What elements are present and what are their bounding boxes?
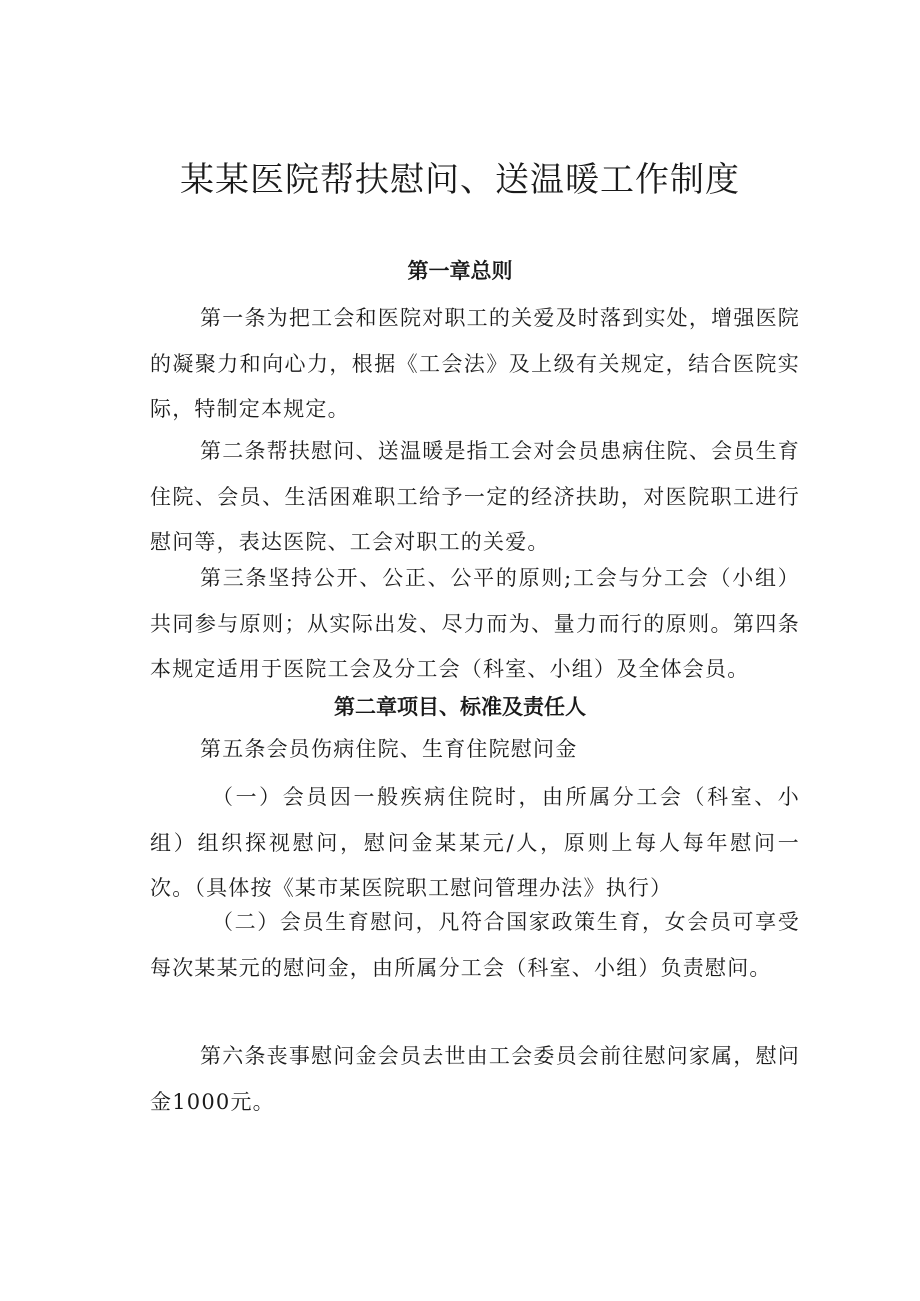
article-5-paragraph: 第五条会员伤病住院、生育住院慰问金 (200, 737, 578, 761)
article-3-4-paragraph: 第三条坚持公开、公正、公平的原则;工会与分工会（小组）共同参与原则；从实际出发、尽力而为、量力而行的原则。第四条本规定适用于医院工会及分工会（科室、小组）及全体会员。 (150, 566, 800, 681)
document-title: 某某医院帮扶慰问、送温暖工作制度 (180, 160, 740, 200)
article-1-paragraph: 第一条为把工会和医院对职工的关爱及时落到实处，增强医院的凝聚力和向心力，根据《工会法》及上级有关规定，结合医院实际，特制定本规定。 (150, 306, 800, 421)
article-5-item-1: （一）会员因一般疾病住院时，由所属分工会（科室、小组）组织探视慰问，慰问金某某元/人，原则上每人每年慰问一次。（具体按《某市某医院职工慰问管理办法》执行） (150, 785, 800, 900)
chapter-heading-2: 第二章项目、标准及责任人 (334, 695, 586, 719)
article-2-paragraph: 第二条帮扶慰问、送温暖是指工会对会员患病住院、会员生育住院、会员、生活困难职工给予一定的经济扶助，对医院职工进行慰问等，表达医院、工会对职工的关爱。 (150, 439, 800, 554)
article-5-item-2: （二）会员生育慰问，凡符合国家政策生育，女会员可享受每次某某元的慰问金，由所属分工会（科室、小组）负责慰问。 (150, 910, 800, 980)
chapter-heading-1: 第一章总则 (407, 259, 513, 283)
article-6-paragraph: 第六条丧事慰问金会员去世由工会委员会前往慰问家属，慰问金1000元。 (150, 1044, 800, 1114)
